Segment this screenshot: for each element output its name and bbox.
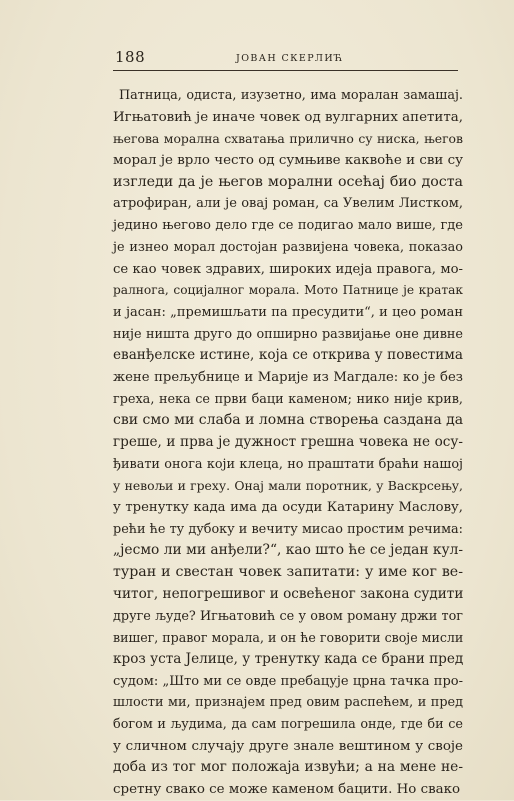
running-head: ЈОВАН СКЕРЛИЋ — [236, 53, 344, 64]
text-line: Патница, одиста, изузетно, има моралан замашај. — [119, 88, 463, 103]
text-line: греха, нека се први баци каменом; нико није крив, — [113, 391, 463, 407]
text-line: ђивати онога који клеца, но праштати браћи нашој — [113, 456, 463, 472]
text-line: у тренутку када има да осуди Катарину Маслову, — [113, 500, 463, 516]
text-line: ралнога, социјалног морала. Мото Патнице је кратак — [113, 283, 463, 298]
text-line: једино његово дело где се подигао мало више, где — [113, 218, 463, 234]
text-line: се као човек здравих, широких идеја правога, мо- — [113, 261, 463, 277]
text-line: еванђелске истине, која се открива у повестима — [113, 347, 463, 364]
page-number: 188 — [115, 48, 146, 66]
text-line: у невољи и греху. Онај мали поротник, у Васкрсењу, — [113, 478, 463, 494]
text-line: је изнео морал достојан развијена човека, показао — [113, 239, 463, 255]
text-line: атрофиран, али је овај роман, са Увелим Листком, — [113, 196, 463, 212]
text-line: богом и људима, да сам погрешила онде, где би се — [113, 716, 463, 732]
text-line: читог, непогрешивог и освећеног закона судити — [113, 585, 464, 602]
text-line: Игњатовић је иначе човек од вулгарних апетита, — [113, 109, 463, 125]
text-line: шлости ми, признајем пред овим распећем, и пред — [113, 695, 463, 711]
text-line: друге људе? Игњатовић се у овом роману држи тог — [113, 608, 463, 624]
text-line: и јасан: „премишљати па пресудити“, и цео роман — [113, 304, 463, 320]
text-line: жене прељубнице и Марије из Магдале: ко је без — [113, 369, 463, 385]
text-line: доба из тог мог положаја извући; а на мене не- — [113, 759, 463, 776]
text-line: није ништа друго до опширно развијање оне дивне — [113, 326, 463, 342]
text-line: грешe, и прва је дужност грешна човека не осу- — [113, 434, 463, 450]
text-line: морал је врло често од сумњиве каквоће и сви су — [113, 153, 463, 169]
text-line: туран и свестан човек запитати: у име ког ве- — [113, 564, 463, 581]
text-line: сви смо ми слаба и ломна створења саздана да — [113, 412, 464, 429]
text-line: кроз уста Јелице, у тренутку када се брани пред — [113, 650, 464, 667]
text-line: његова морална схватања прилично су ниска, његов — [113, 131, 463, 147]
text-line: у сличном случају друге знале вештином у своје — [113, 738, 463, 754]
page-header — [113, 48, 458, 71]
text-line: рећи ће ту дубоку и вечиту мисао простим речима: — [113, 521, 463, 537]
text-line: изгледи да је његов морални осећај био доста — [113, 173, 463, 190]
text-line: вишег, правог морала, и он ће говорити своје мисли — [113, 630, 464, 646]
text-line: „јесмо ли ми анђели?“, као што ће се један кул- — [113, 542, 464, 559]
text-line: судом: „Што ми се овде пребацује црна тачка про- — [113, 673, 463, 689]
body-text — [113, 85, 463, 801]
text-line: сретну свако се може каменом бацити. Но свако — [113, 782, 461, 797]
